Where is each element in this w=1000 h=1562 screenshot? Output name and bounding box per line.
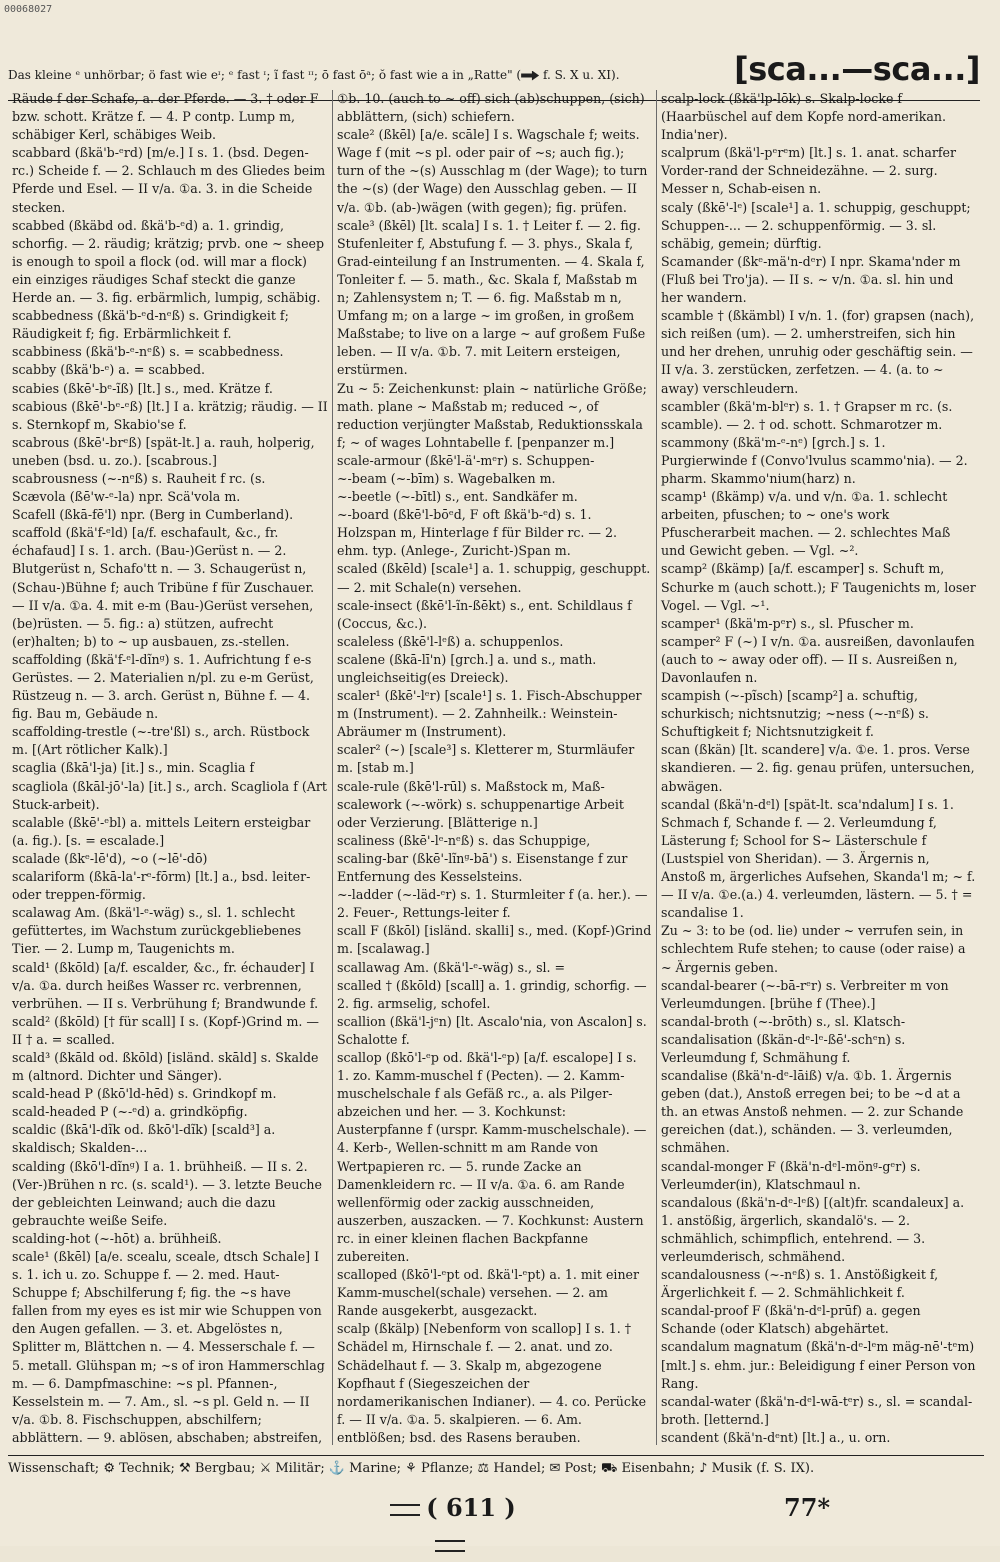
dictionary-entry: scald-headed P (~-ᵉd) a. grindköpfig.	[12, 1104, 248, 1120]
dictionary-entry: scald³ (ßkāld od. ßkōld) [isländ. skāld] s. Skalde m (altnord. Dichter und Sänger).	[12, 1049, 319, 1084]
dictionary-entry: scandalous (ßkä'n-dᵉ-lᵉß) [(alt)fr. scandaleux] a. 1. anstößig, ärgerlich, skandalö's. — 2. schmählich, schimpflich, entehrend. — 3. verleumderisch, schmähend.	[661, 1194, 965, 1264]
dictionary-entry: scaldic (ßkā'l-dĩk od. ßkō'l-dĩk) [scald³] a. skaldisch; Skalden-...	[12, 1122, 276, 1156]
dictionary-entry: scale¹ (ßkēl) [a/e. scealu, sceale, dtsch Schale] I s. 1. ich u. zo. Schuppe f. — 2. med. Haut-Schuppe f; Abschilferung f; fig. the ~s have fallen from my eyes es ist mir wie Schuppen von den Augen gefallen. — 3. et. Abgelöstes n, Splitter m, Blättchen n. — 4. Messerschale f. — 5. metall. Glühspan m; ~s of iron Hammerschlag m. — 6. Dampfmaschine: ~s pl. Pfannen-, Kesselstein m. — 7. Am., sl. ~s pl. Geld n. — II v/a. ①b. 8. Fischschuppen, abschilfern; abblättern. — 9. ablösen, abschaben; abstreifen,	[12, 1249, 325, 1445]
dictionary-entry: Scævola (ßē'w-ᵉ-la) npr. Scä'vola m.	[12, 489, 241, 505]
dictionary-entry: scaler¹ (ßkē'-lᵉr) [scale¹] s. 1. Fisch-Abschupper m (Instrument). — 2. Zahnheilk.: Weinstein-Abräumer m (Instrument).	[337, 688, 642, 740]
dictionary-entry: scandalisation (ßkän-dᵉ-lᵉ-ßē'-schᵉn) s. Verleumdung f, Schmähung f.	[661, 1031, 906, 1065]
column-1	[8, 90, 332, 1445]
dictionary-entry: scaffolding (ßkä'f-ᵉl-dĩnᵍ) s. 1. Aufrichtung f e-s Gerüstes. — 2. Materialien n/pl. zu e-m Gerüst, Rüstzeug n. — 3. arch. Gerüst n, Bühne f. — 4. fig. Bau m, Gebäude n.	[12, 651, 314, 722]
dictionary-entry: scalprum (ßkä'l-pᵉrᵉm) [lt.] s. 1. anat. scharfer Vorder-rand der Schneidezähne. — 2. surg. Messer n, Schab-eisen n.	[661, 145, 956, 197]
page-number-block	[370, 1490, 530, 1562]
dictionary-entry: scamp² (ßkämp) [a/f. escamper] s. Schuft m, Schurke m (auch schott.); F Taugenichts m, loser Vogel. — Vgl. ~¹.	[661, 561, 976, 613]
dictionary-entry: scalp-lock (ßkä'lp-lōk) s. Skalp-locke f (Haarbüschel auf dem Kopfe nord-amerikan. India'ner).	[661, 91, 947, 143]
dictionary-entry: scandal-monger F (ßkä'n-dᵉl-mönᵍ-gᵉr) s. Verleumder(in), Klatschmaul n.	[661, 1158, 921, 1192]
dictionary-entry: scandal-bearer (~-bā-rᵉr) s. Verbreiter m von Verleumdungen. [brühe f (Thee).]	[661, 977, 949, 1011]
dictionary-entry: scandalousness (~-nᵉß) s. 1. Anstößigkeit f, Ärgerlichkeit f. — 2. Schmählichkeit f.	[661, 1267, 939, 1301]
dictionary-entry: scagliola (ßkāl-jō'-la) [it.] s., arch. Scagliola f (Art Stuck-arbeit).	[12, 778, 327, 812]
pointing-hand-icon	[521, 71, 539, 81]
dictionary-entry: scambler (ßkä'm-blᵉr) s. 1. † Grapser m rc. (s. scamble). — 2. † od. schott. Schmarotzer m.	[661, 398, 953, 432]
dictionary-entry: scaling-bar (ßkē'-lĩnᵍ-bā') s. Eisenstange f zur Entfernung des Kesselsteins.	[337, 850, 628, 885]
dictionary-entry: scabbard (ßkä'b-ᵉrd) [m/e.] I s. 1. (bsd. Degen- rc.) Scheide f. — 2. Schlauch m des Gliedes beim Pferde und Esel. — II v/a. ①a. 3. in die Scheide stecken.	[12, 145, 326, 215]
dictionary-entry: Scafell (ßkā-fē'l) npr. (Berg in Cumberland).	[12, 507, 294, 523]
dictionary-entry: scalariform (ßkā-la'-rᵉ-fōrm) [lt.] a., bsd. leiter- oder treppen-förmig.	[12, 869, 311, 903]
column-3	[656, 90, 980, 1445]
dictionary-entry: scall F (ßkōl) [isländ. skalli] s., med. (Kopf-)Grind m. [scalawag.]	[337, 923, 652, 957]
dictionary-entry: scandalum magnatum (ßkä'n-dᵉ-lᵉm mäg-nē'-tᵉm) [mlt.] s. ehm. jur.: Beleidigung f einer Person von Rang.	[661, 1339, 976, 1391]
dictionary-entry: scald-head P (ßkō'ld-hēd) s. Grindkopf m.	[12, 1086, 277, 1102]
pronunciation-key	[8, 68, 708, 82]
dictionary-entry: ~-beetle (~-bītl) s., ent. Sandkäfer m.	[337, 489, 578, 505]
dictionary-entry: scabbedness (ßkä'b-ᵉd-nᵉß) s. Grindigkeit f; Räudigkeit f; fig. Erbärmlichkeit f.	[12, 308, 289, 342]
page-number: ( 611 )	[426, 1493, 516, 1522]
dictionary-entry: scaffolding-trestle (~-tre'ßl) s., arch. Rüstbock m. [(Art rötlicher Kalk).]	[12, 724, 310, 758]
entry-columns	[8, 90, 984, 1445]
dictionary-entry: scampish (~-pĩsch) [scamp²] a. schuftig, schurkisch; nichtsnutzig; ~ness (~-nᵉß) s. Schuftigkeit f; Nichtsnutzigkeit f.	[661, 688, 929, 740]
pronunciation-key-text: Das kleine ᵉ unhörbar; ö fast wie eᶦ; ᵉ fast ᶦ; ĩ fast ᶦᶦ; ō fast ōᵃ; ŏ fast wie a in „Ratte" (	[8, 68, 522, 82]
dictionary-entry: scabrousness (~-nᵉß) s. Rauheit f rc. (s.	[12, 470, 266, 486]
dictionary-entry: scan (ßkän) [lt. scandere] v/a. ①e. 1. pros. Verse skandieren. — 2. fig. genau prüfen, untersuchen, abwägen.	[661, 742, 975, 794]
dictionary-entry: scald¹ (ßkōld) [a/f. escalder, &c., fr. échauder] I v/a. ①a. durch heißes Wasser rc. verbrennen, verbrühen. — II s. Verbrühung f; Brandwunde f.	[12, 959, 319, 1011]
pronunciation-ref: f. S. X u. XI).	[542, 68, 620, 82]
dictionary-entry: scaleless (ßkē'l-lᵉß) a. schuppenlos.	[337, 633, 564, 649]
dictionary-entry: scalade (ßkᵉ-lē'd), ~o (~lē'-dō)	[12, 850, 208, 866]
headword-range: [sca...—sca...]	[734, 50, 980, 88]
dictionary-entry: scandal-proof F (ßkä'n-dᵉl-prūf) a. gegen Schande (oder Klatsch) abgehärtet.	[661, 1303, 921, 1337]
dictionary-entry: scabby (ßkä'b-ᵉ) a. = scabbed.	[12, 362, 206, 378]
dictionary-entry: scabbiness (ßkä'b-ᵉ-nᵉß) s. = scabbedness.	[12, 344, 284, 360]
dictionary-entry: scaler² (~) [scale³] s. Kletterer m, Sturmläufer m. [stab m.]	[337, 742, 635, 776]
sheet-signature: 77*	[784, 1493, 830, 1522]
dictionary-entry: ①b. 10. (auch to ~ off) sich (ab)schuppen, (sich) abblättern, (sich) schiefern.	[337, 91, 645, 125]
dictionary-entry: scale² (ßkēl) [a/e. scāle] I s. Wagschale f; weits. Wage f (mit ~s pl. oder pair of ~s; auch fig.); turn of the ~(s) Ausschlag m (der Wage); to turn the ~(s) (der Wage) den Ausschlag geben. — II v/a. ①b. (ab-)wägen (with gegen); fig. prüfen.	[337, 127, 648, 215]
page-number-rule-left	[390, 1504, 420, 1516]
dictionary-entry: scale-armour (ßkē'l-ä'-mᵉr) s. Schuppen-	[337, 452, 595, 468]
scan-id: 00068027	[4, 4, 53, 15]
dictionary-entry: scabbed (ßkäbd od. ßkä'b-ᵉd) a. 1. grindig, schorfig. — 2. räudig; krätzig; prvb. one ~ sheep is enough to spoil a flock (od. will mar a flock) ein einziges räudiges Schaf steckt die ganze Herde an. — 3. fig. erbärmlich, lumpig, schäbig.	[12, 217, 325, 306]
dictionary-entry: scalework (~-wörk) s. schuppenartige Arbeit oder Verzierung. [Blätterige n.]	[337, 796, 624, 830]
dictionary-entry: scale-insect (ßkē'l-ĩn-ßēkt) s., ent. Schildlaus f (Coccus, &c.).	[337, 597, 632, 631]
dictionary-entry: scallop (ßkō'l-ᵉp od. ßkä'l-ᵉp) [a/f. escalope] I s. 1. zo. Kamm-muschel f (Pecten). — 2. Kamm-muschelschale f als Gefäß rc., a. als Pilger-abzeichen und her. — 3. Kochkunst: Austerpfanne f (urspr. Kamm-muschelschale). — 4. Kerb-, Wellen-schnitt m am Rande von Wertpapieren rc. — 5. runde Zacke an Damenkleidern rc. — II v/a. ①a. 6. am Rande wellenförmig oder zackig ausschneiden, auszerben, auszacken. — 7. Kochkunst: Austern rc. in einer kleinen flachen Backpfanne zubereiten.	[337, 1049, 647, 1264]
dictionary-entry: scamble † (ßkämbl) I v/n. 1. (for) grapsen (nach), sich reißen (um). — 2. umherstreifen, sich hin und her drehen, unruhig oder geschäftig sein. — II v/a. 3. zerstücken, zerfetzen. — 4. (a. to ~ away) verschleudern.	[661, 308, 975, 396]
dictionary-entry: ~-ladder (~-läd-ᵉr) s. 1. Sturmleiter f (a. her.). — 2. Feuer-, Rettungs-leiter f.	[337, 887, 648, 921]
dictionary-entry: scabrous (ßkē'-brᵉß) [spät-lt.] a. rauh, holperig, uneben (bsd. u. zo.). [scabrous.]	[12, 434, 315, 468]
dictionary-entry: scalloped (ßkō'l-ᵉpt od. ßkä'l-ᵉpt) a. 1. mit einer Kamm-muschel(schale) versehen. — 2. am Rande ausgekerbt, ausgezackt.	[337, 1267, 640, 1319]
dictionary-entry: scaled (ßkēld) [scale¹] a. 1. schuppig, geschuppt. — 2. mit Schale(n) versehen.	[337, 561, 651, 595]
dictionary-entry: Räude f der Schafe, a. der Pferde. — 3. † oder F bzw. schott. Krätze f. — 4. P contp. Lump m, schäbiger Kerl, schäbiges Weib.	[12, 91, 319, 143]
dictionary-entry: scalawag Am. (ßkä'l-ᵉ-wäg) s., sl. 1. schlecht gefüttertes, im Wachstum zurückgebliebenes Tier. — 2. Lump m, Taugenichts m.	[12, 905, 302, 957]
dictionary-entry: scamp¹ (ßkämp) v/a. und v/n. ①a. 1. schlecht arbeiten, pfuschen; to ~ one's work Pfuscherarbeit machen. — 2. schlechtes Maß und Gewicht geben. — Vgl. ~².	[661, 489, 951, 559]
dictionary-entry: scalding-hot (~-hōt) a. brühheiß.	[12, 1230, 222, 1246]
dictionary-entry: scalding (ßkō'l-dĩnᵍ) I a. 1. brühheiß. — II s. 2. (Ver-)Brühen n rc. (s. scald¹). — 3. letzte Beuche der gebleichten Leinwand; auch die dazu gebrauchte weiße Seife.	[12, 1158, 322, 1228]
dictionary-entry: scallion (ßkä'l-jᵉn) [lt. Ascalo'nia, von Ascalon] s. Schalotte f.	[337, 1013, 647, 1047]
column-2	[332, 90, 656, 1445]
dictionary-entry: Zu ~ 3: to be (od. lie) under ~ verrufen sein, in schlechtem Rufe stehen; to cause (oder raise) a ~ Ärgernis geben.	[661, 923, 966, 975]
dictionary-entry: Scamander (ßkᵉ-mä'n-dᵉr) I npr. Skama'nder m (Fluß bei Tro'ja). — II s. ~ v/n. ①a. sl. hin und her wandern.	[661, 253, 961, 306]
dictionary-entry: scaffold (ßkä'f-ᵉld) [a/f. eschafault, &c., fr. échafaud] I s. 1. arch. (Bau-)Gerüst n. — 2. Blutgerüst n, Schafo'tt n. — 3. Schaugerüst n, (Schau-)Bühne f; auch Tribüne f für Zuschauer. — II v/a. ①a. 4. mit e-m (Bau-)Gerüst versehen, (be)rüsten. — 5. fig.: a) stützen, aufrecht (er)halten; b) to ~ up ausbauen, zs.-stellen.	[12, 525, 315, 649]
dictionary-entry: Zu ~ 5: Zeichenkunst: plain ~ natürliche Größe; math. plane ~ Maßstab m; reduced ~, of reduction verjüngter Maßstab, Reduktionsskala f; ~ of wages Lohntabelle f. [penpanzer m.]	[337, 380, 647, 450]
dictionary-entry: scandalise (ßkä'n-dᵉ-lāiß) v/a. ①b. 1. Ärgernis geben (dat.), Anstoß erregen bei; to be ~d at a th. an etwas Anstoß nehmen. — 2. zur Schande gereichen (dat.), schänden. — 3. verleumden, schmähen.	[661, 1068, 964, 1156]
dictionary-entry: scallawag Am. (ßkä'l-ᵉ-wäg) s., sl. =	[337, 959, 566, 975]
dictionary-entry: scaglia (ßkā'l-ja) [it.] s., min. Scaglia f	[12, 760, 255, 776]
abbreviation-key: Wissenschaft; ⚙ Technik; ⚒ Bergbau; ⚔ Militär; ⚓ Marine; ⚘ Pflanze; ⚖ Handel; ✉ Post; ⛟ Eisenbahn; ♪ Musik (f. S. IX).	[8, 1455, 984, 1482]
dictionary-entry: scabies (ßkē'-bᵉ-ĩß) [lt.] s., med. Krätze f.	[12, 380, 273, 396]
dictionary-entry: ~-board (ßkē'l-bōᵉd, F oft ßkä'b-ᵉd) s. 1. Holzspan m, Hinterlage f für Bilder rc. — 2. ehm. typ. (Anlege-, Zuricht-)Span m.	[337, 507, 618, 559]
dictionary-entry: scalled † (ßkōld) [scall] a. 1. grindig, schorfig. — 2. fig. armselig, schofel.	[337, 977, 647, 1011]
dictionary-entry: scale³ (ßkēl) [lt. scala] I s. 1. † Leiter f. — 2. fig. Stufenleiter f, Abstufung f. — 3. phys., Skala f, Grad-einteilung f an Instrumenten. — 4. Skala f, Tonleiter f. — 5. math., &c. Skala f, Maßstab m n; Zahlensystem n; T. — 6. fig. Maßstab m n, Umfang m; on a large ~ im großen, in großem Maßstabe; to live on a large ~ auf großem Fuße leben. — II v/a. ①b. 7. mit Leitern ersteigen, erstürmen.	[337, 217, 646, 378]
dictionary-entry: scalene (ßkā-lī'n) [grch.] a. und s., math. ungleichseitig(es Dreieck).	[337, 651, 597, 685]
dictionary-entry: scandal-broth (~-brōth) s., sl. Klatsch-	[661, 1013, 906, 1029]
dictionary-entry: scalp (ßkälp) [Nebenform von scallop] I s. 1. † Schädel m, Hirnschale f. — 2. anat. und zo. Schädelhaut f. — 3. Skalp m, abgezogene Kopfhaut f (Siegeszeichen der nordamerikanischen Indianer). — 4. co. Perücke f. — II v/a. ①a. 5. skalpieren. — 6. Am. entblößen; bsd. des Rasens berauben.	[337, 1321, 647, 1445]
dictionary-entry: scabious (ßkē'-bᵉ-ᵉß) [lt.] I a. krätzig; räudig. — II s. Sternkopf m, Skabio'se f.	[12, 398, 328, 432]
dictionary-entry: scaliness (ßkē'-lᵉ-nᵉß) s. das Schuppige,	[337, 832, 591, 848]
dictionary-entry: scamper¹ (ßkä'm-pᵉr) s., sl. Pfuscher m.	[661, 615, 914, 631]
dictionary-entry: scalable (ßkē'-ᵉbl) a. mittels Leitern ersteigbar (a. fig.). [s. = escalade.]	[12, 814, 311, 848]
dictionary-entry: scammony (ßkä'm-ᵉ-nᵉ) [grch.] s. 1. Purgierwinde f (Convo'lvulus scammo'nia). — 2. pharm. Skammo'nium(harz) n.	[661, 434, 968, 486]
page-footer	[0, 1490, 1000, 1530]
dictionary-entry: scale-rule (ßkē'l-rūl) s. Maßstock m, Maß-	[337, 778, 605, 794]
dictionary-entry: scandal-water (ßkä'n-dᵉl-wā-tᵉr) s., sl. = scandal-broth. [letternd.]	[661, 1393, 973, 1427]
dictionary-entry: scamper² F (~) I v/n. ①a. ausreißen, davonlaufen (auch to ~ away oder off). — II s. Ausreißen n, Davonlaufen n.	[661, 633, 975, 685]
dictionary-entry: scaly (ßkē'-lᵉ) [scale¹] a. 1. schuppig, geschuppt; Schuppen-... — 2. schuppenförmig. — 3. sl. schäbig, gemein; dürftig.	[661, 199, 971, 251]
dictionary-entry: scandal (ßkä'n-dᵉl) [spät-lt. sca'ndalum] I s. 1. Schmach f, Schande f. — 2. Verleumdung f, Lästerung f; School for S~ Lästerschule f (Lustspiel von Sheridan). — 3. Ärgernis n, Anstoß m, ärgerliches Aufsehen, Skanda'l m; ~ f. — II v/a. ①e.(a.) 4. verleumden, lästern. — 5. † = scandalise 1.	[661, 796, 976, 921]
dictionary-entry: scald² (ßkōld) [† für scall] I s. (Kopf-)Grind m. — II † a. = scalled.	[12, 1013, 319, 1047]
dictionary-entry: scandent (ßkä'n-dᵉnt) [lt.] a., u. orn.	[661, 1429, 891, 1445]
dictionary-entry: ~-beam (~-bīm) s. Wagebalken m.	[337, 470, 556, 486]
